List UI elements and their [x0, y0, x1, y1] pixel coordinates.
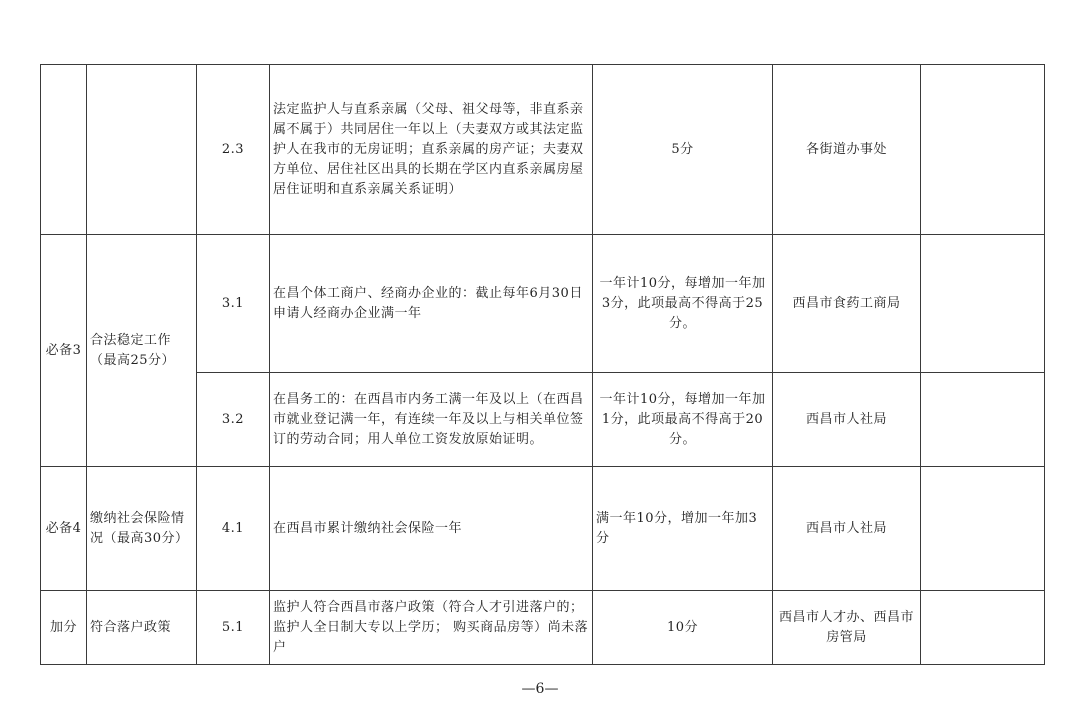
- score-cell: 5分: [593, 65, 773, 235]
- item-number-cell: 3.2: [197, 373, 270, 467]
- category-cell: 加分: [41, 591, 87, 665]
- item-name-cell: 缴纳社会保险情况（最高30分）: [87, 467, 197, 591]
- material-cell: 在昌个体工商户、经商办企业的：截止每年6月30日申请人经商办企业满一年: [270, 235, 593, 373]
- table-row: [41, 467, 1045, 591]
- remark-cell: [921, 65, 1045, 235]
- score-cell: 10分: [593, 591, 773, 665]
- scoring-table: [40, 64, 1045, 665]
- material-cell: 监护人符合西昌市落户政策（符合人才引进落户的；监护人全日制大专以上学历； 购买商品房等）尚未落户: [270, 591, 593, 665]
- page-number: —6—: [521, 681, 559, 697]
- table-row: [41, 591, 1045, 665]
- remark-cell: [921, 373, 1045, 467]
- department-cell: 西昌市食药工商局: [773, 235, 921, 373]
- score-cell: 满一年10分，增加一年加3分: [593, 467, 773, 591]
- category-cell: 必备3: [41, 235, 87, 467]
- score-cell: 一年计10分，每增加一年加1分，此项最高不得高于20分。: [593, 373, 773, 467]
- item-number-cell: 5.1: [197, 591, 270, 665]
- score-cell: 一年计10分，每增加一年加3分，此项最高不得高于25分。: [593, 235, 773, 373]
- item-name-cell: 合法稳定工作（最高25分）: [87, 235, 197, 467]
- department-cell: 西昌市人才办、西昌市房管局: [773, 591, 921, 665]
- material-cell: 在昌务工的：在西昌市内务工满一年及以上（在西昌市就业登记满一年，有连续一年及以上与相关单位签订的劳动合同；用人单位工资发放原始证明。: [270, 373, 593, 467]
- item-name-cell: 符合落户政策: [87, 591, 197, 665]
- material-cell: 在西昌市累计缴纳社会保险一年: [270, 467, 593, 591]
- table-row: [41, 235, 1045, 373]
- remark-cell: [921, 591, 1045, 665]
- category-cell: 必备4: [41, 467, 87, 591]
- department-cell: 各街道办事处: [773, 65, 921, 235]
- table-row: [41, 65, 1045, 235]
- item-number-cell: 4.1: [197, 467, 270, 591]
- item-name-cell: [87, 65, 197, 235]
- department-cell: 西昌市人社局: [773, 467, 921, 591]
- category-cell: [41, 65, 87, 235]
- item-number-cell: 2.3: [197, 65, 270, 235]
- item-number-cell: 3.1: [197, 235, 270, 373]
- material-cell: 法定监护人与直系亲属（父母、祖父母等，非直系亲属不属于）共同居住一年以上（夫妻双方或其法定监护人在我市的无房证明；直系亲属的房产证；夫妻双方单位、居住社区出具的长期在学区内直系亲属房屋居住证明和直系亲属关系证明）: [270, 65, 593, 235]
- remark-cell: [921, 235, 1045, 373]
- department-cell: 西昌市人社局: [773, 373, 921, 467]
- remark-cell: [921, 467, 1045, 591]
